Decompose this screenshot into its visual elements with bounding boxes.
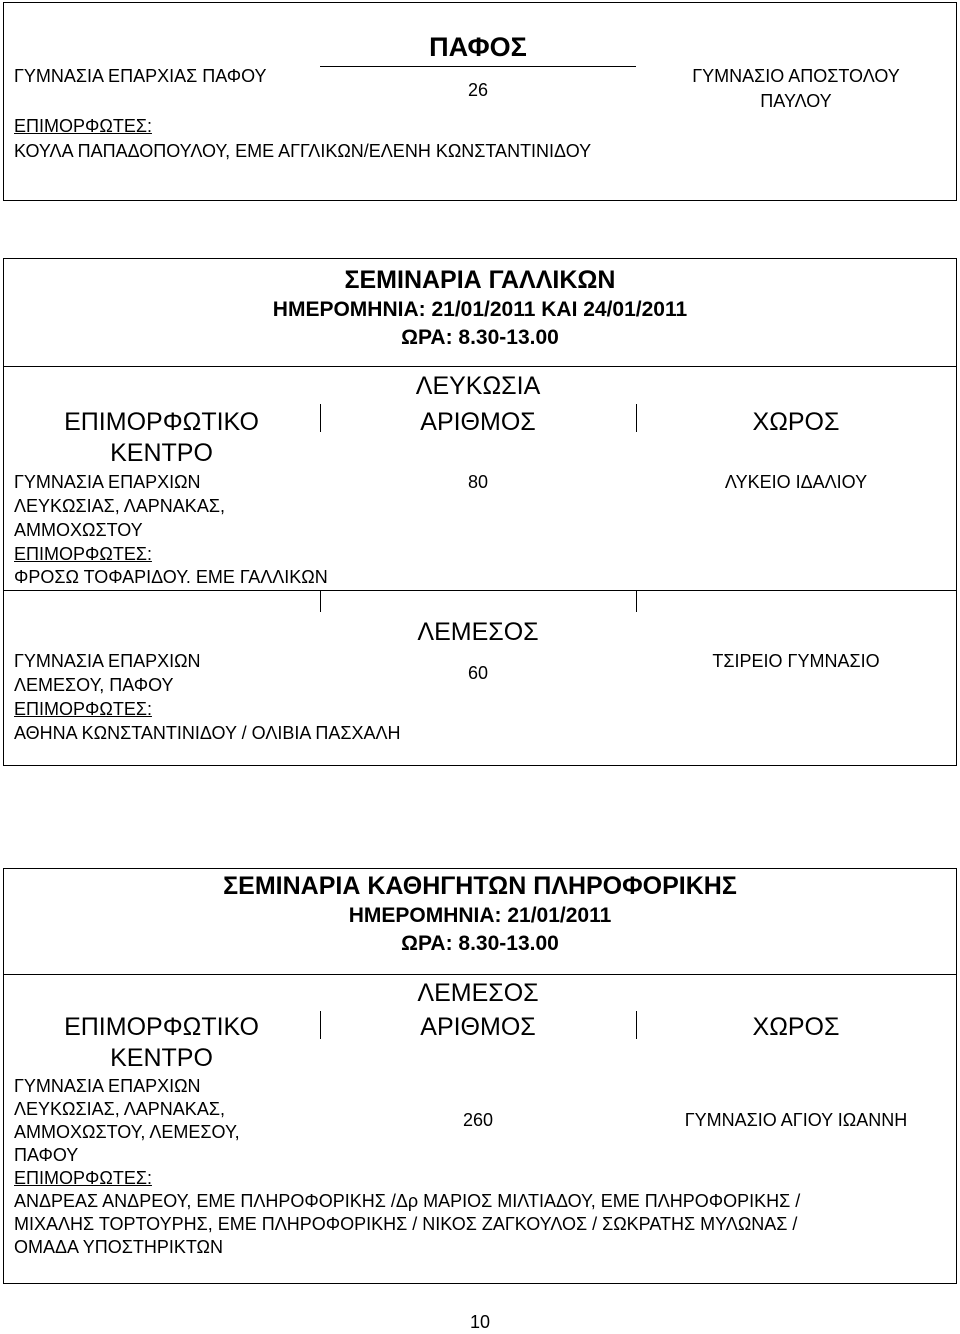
informatics-time: ΩΡΑ: 8.30-13.00 xyxy=(401,932,559,955)
pafos-venue-line1: ΓΥΜΝΑΣΙΟ ΑΠΟΣΤΟΛΟΥ xyxy=(692,66,900,86)
informatics-count: 260 xyxy=(462,1110,494,1130)
french-row-divider xyxy=(3,590,957,591)
french-header-count: ΑΡΙΘΜΟΣ xyxy=(420,408,536,436)
french-row2-col-divider-1 xyxy=(320,590,321,612)
pafos-table-divider xyxy=(320,66,636,67)
informatics-title-divider xyxy=(3,974,957,975)
informatics-venue: ΓΥΜΝΑΣΙΟ ΑΓΙΟΥ ΙΩΑΝΝΗ xyxy=(684,1110,908,1130)
informatics-center-line4: ΠΑΦΟΥ xyxy=(14,1145,79,1165)
informatics-trainers-label: ΕΠΙΜΟΡΦΩΤΕΣ: xyxy=(14,1168,152,1188)
informatics-center-line3: ΑΜΜΟΧΩΣΤΟΥ, ΛΕΜΕΣΟΥ, xyxy=(14,1122,240,1142)
informatics-title: ΣΕΜΙΝΑΡΙΑ ΚΑΘΗΓΗΤΩΝ ΠΛΗΡΟΦΟΡΙΚΗΣ xyxy=(223,872,737,900)
limassol-trainers-label: ΕΠΙΜΟΡΦΩΤΕΣ: xyxy=(14,699,152,719)
informatics-center-line2: ΛΕΥΚΩΣΙΑΣ, ΛΑΡΝΑΚΑΣ, xyxy=(14,1099,225,1119)
french-title-divider xyxy=(3,366,957,367)
nicosia-center-line3: ΑΜΜΟΧΩΣΤΟΥ xyxy=(14,520,143,540)
informatics-center-line1: ΓΥΜΝΑΣΙΑ ΕΠΑΡΧΙΩΝ xyxy=(14,1076,201,1096)
nicosia-trainers-label: ΕΠΙΜΟΡΦΩΤΕΣ: xyxy=(14,544,152,564)
french-header-venue: ΧΩΡΟΣ xyxy=(752,408,840,436)
informatics-trainers-line1: ΑΝΔΡΕΑΣ ΑΝΔΡΕΟΥ, ΕΜΕ ΠΛΗΡΟΦΟΡΙΚΗΣ /Δρ ΜΑΡΙΟΣ ΜΙΛΤΙΑΔΟΥ, ΕΜΕ ΠΛΗΡΟΦΟΡΙΚΗΣ / xyxy=(14,1191,801,1211)
nicosia-center-line2: ΛΕΥΚΩΣΙΑΣ, ΛΑΡΝΑΚΑΣ, xyxy=(14,496,225,516)
informatics-header-venue: ΧΩΡΟΣ xyxy=(752,1013,840,1041)
limassol-region-heading: ΛΕΜΕΣΟΣ xyxy=(417,618,539,646)
pafos-count: 26 xyxy=(467,80,489,100)
pafos-center-label: ΓΥΜΝΑΣΙΑ ΕΠΑΡΧΙΑΣ ΠΑΦΟΥ xyxy=(14,66,267,86)
french-time: ΩΡΑ: 8.30-13.00 xyxy=(401,326,559,349)
pafos-region-heading: ΠΑΦΟΣ xyxy=(429,32,527,62)
informatics-trainers-line2: ΜΙΧΑΛΗΣ ΤΟΡΤΟΥΡΗΣ, ΕΜΕ ΠΛΗΡΟΦΟΡΙΚΗΣ / ΝΙΚΟΣ ΖΑΓΚΟΥΛΟΣ / ΣΩΚΡΑΤΗΣ ΜΥΛΩΝΑΣ / xyxy=(14,1214,798,1234)
limassol-center-line1: ΓΥΜΝΑΣΙΑ ΕΠΑΡΧΙΩΝ xyxy=(14,651,201,671)
french-region-heading: ΛΕΥΚΩΣΙΑ xyxy=(415,372,541,400)
pafos-trainers: ΚΟΥΛΑ ΠΑΠΑΔΟΠΟΥΛΟΥ, ΕΜΕ ΑΓΓΛΙΚΩΝ/ΕΛΕΝΗ ΚΩΝΣΤΑΝΤΙΝΙΔΟΥ xyxy=(14,141,592,161)
limassol-count: 60 xyxy=(467,663,489,683)
nicosia-trainers: ΦΡΟΣΩ ΤΟΦΑΡΙΔΟΥ. ΕΜΕ ΓΑΛΛΙΚΩΝ xyxy=(14,567,328,587)
informatics-trainers-line3: ΟΜΑΔΑ ΥΠΟΣΤΗΡΙΚΤΩΝ xyxy=(14,1237,223,1257)
limassol-venue: ΤΣΙΡΕΙΟ ΓΥΜΝΑΣΙΟ xyxy=(712,651,880,671)
pafos-venue-line2: ΠΑΥΛΟΥ xyxy=(760,91,832,111)
informatics-header-count: ΑΡΙΘΜΟΣ xyxy=(420,1013,536,1041)
french-header-center-line2: ΚΕΝΤΡΟ xyxy=(110,439,213,467)
informatics-header-center-line2: ΚΕΝΤΡΟ xyxy=(110,1044,213,1072)
nicosia-center-line1: ΓΥΜΝΑΣΙΑ ΕΠΑΡΧΙΩΝ xyxy=(14,472,201,492)
nicosia-venue: ΛΥΚΕΙΟ ΙΔΑΛΙΟΥ xyxy=(724,472,868,492)
informatics-region-heading: ΛΕΜΕΣΟΣ xyxy=(417,979,539,1007)
french-row2-col-divider-2 xyxy=(636,590,637,612)
limassol-center-line2: ΛΕΜΕΣΟΥ, ΠΑΦΟΥ xyxy=(14,675,174,695)
french-title: ΣΕΜΙΝΑΡΙΑ ΓΑΛΛΙΚΩΝ xyxy=(344,266,616,294)
french-header-center-line1: ΕΠΙΜΟΡΦΩΤΙΚΟ xyxy=(64,408,259,436)
page-number: 10 xyxy=(469,1312,491,1332)
pafos-trainers-label: ΕΠΙΜΟΡΦΩΤΕΣ: xyxy=(14,116,152,136)
limassol-trainers: ΑΘΗΝΑ ΚΩΝΣΤΑΝΤΙΝΙΔΟΥ / ΟΛΙΒΙΑ ΠΑΣΧΑΛΗ xyxy=(14,723,401,743)
informatics-date: ΗΜΕΡΟΜΗΝΙΑ: 21/01/2011 xyxy=(348,904,612,927)
nicosia-count: 80 xyxy=(467,472,489,492)
french-date: ΗΜΕΡΟΜΗΝΙΑ: 21/01/2011 ΚΑΙ 24/01/2011 xyxy=(272,298,688,321)
informatics-header-center-line1: ΕΠΙΜΟΡΦΩΤΙΚΟ xyxy=(64,1013,259,1041)
